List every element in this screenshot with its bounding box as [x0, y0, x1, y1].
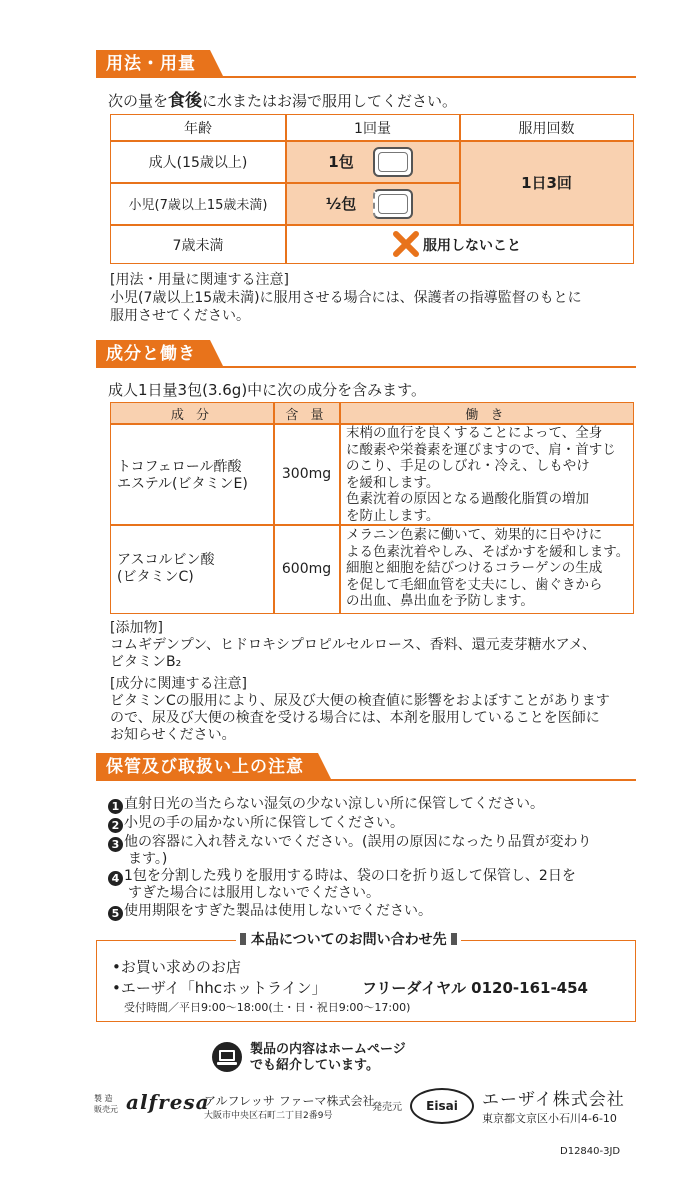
ingredient-name: エステル(ビタミンE): [117, 476, 248, 492]
storage-item: 2 小児の手の届かない所に保管してください。: [108, 815, 404, 833]
web-note-line: でも紹介しています。: [250, 1058, 379, 1073]
effect-line: を防止します。: [346, 507, 440, 524]
age-child: 小児(7歳以上15歳未満): [128, 198, 268, 213]
ingredients-intro: 成人1日量3包(3.6g)中に次の成分を含みます。: [108, 381, 426, 399]
storage-item-cont: ます。): [128, 851, 168, 867]
do-not-take: 服用しないこと: [423, 237, 521, 254]
dose-child: ½包: [325, 195, 357, 213]
ingredient-name: トコフェロール酢酸: [117, 459, 242, 475]
maker-address: 大阪市中央区石町二丁目2番9号: [204, 1111, 333, 1121]
contact-freedial: フリーダイヤル 0120-161-454: [362, 979, 588, 997]
section-usage-header: [96, 50, 636, 78]
section-ingredients-header: [96, 340, 636, 368]
cross-icon: [392, 230, 420, 258]
maker-label: 製 造: [94, 1094, 113, 1103]
dose-adult: 1包: [328, 153, 354, 171]
effect-line: を促して毛細血管を丈夫にし、歯ぐきから: [346, 576, 603, 593]
ingredient-amount: 300mg: [281, 466, 332, 482]
ingredient-note-line: ので、尿及び大便の検査を受ける場合には、本剤を服用していることを医師に: [110, 710, 600, 726]
effect-line: 細胞と細胞を結びつけるコラーゲンの生成: [346, 560, 603, 576]
usage-note-line: 小児(7歳以上15歳未満)に服用させる場合には、保護者の指導監督のもとに: [110, 290, 582, 306]
maker-label: 販売元: [94, 1105, 118, 1114]
grid-line: [111, 524, 633, 526]
ingredient-note-line: ビタミンCの服用により、尿及び大便の検査値に影響をおよぼすことがあります: [110, 693, 610, 709]
contact-title: 本品についてのお問い合わせ先: [236, 930, 461, 950]
effect-line: メラニン色素に働いて、効果的に日やけに: [346, 527, 603, 543]
header-ingredient: 成 分: [170, 407, 214, 423]
header-effect: 働 き: [465, 407, 508, 423]
ingredient-name: (ビタミンC): [117, 569, 194, 585]
packet-icon: [373, 147, 413, 177]
eisai-logo: Eisai: [410, 1088, 474, 1124]
usage-table: [110, 114, 634, 264]
header-age: 年齢: [184, 120, 212, 137]
ingredients-table: [110, 402, 634, 614]
ingredient-note-line: お知らせください。: [110, 727, 236, 743]
storage-item-cont: すぎた場合には服用しないでください。: [128, 885, 380, 901]
storage-item: 3 他の容器に入れ替えないでください。(誤用の原因になったり品質が変わり: [108, 834, 591, 852]
header-amount: 含 量: [285, 407, 328, 423]
section-storage-header: [96, 753, 636, 781]
contact-hours: 受付時間／平日9:00～18:00(土・日・祝日9:00～17:00): [124, 1001, 411, 1014]
contact-hotline: •エーザイ「hhcホットライン」: [112, 979, 327, 997]
ingredient-amount: 600mg: [281, 561, 332, 577]
header-frequency: 服用回数: [518, 120, 575, 137]
maker-name: アルフレッサ ファーマ株式会社: [204, 1094, 375, 1108]
grid-line: [285, 225, 287, 263]
age-under7: 7歳未満: [172, 237, 224, 254]
effect-line: 色素沈着の原因となる過酸化脂質の増加: [346, 491, 589, 507]
age-adult: 成人(15歳以上): [148, 154, 248, 171]
grid-line: [339, 403, 341, 613]
additives-title: [添加物]: [110, 620, 163, 636]
contact-store: •お買い求めのお店: [112, 958, 241, 976]
bracket-left: [240, 933, 246, 945]
ingredient-note-title: [成分に関連する注意]: [110, 676, 247, 692]
additives-line: コムギデンプン、ヒドロキシプロピルセルロース、香料、還元麦芽糖水アメ、: [110, 637, 596, 653]
product-code: D12840-3JD: [560, 1146, 621, 1157]
effect-line: に酸素や栄養素を運びますので、肩・首すじ: [346, 441, 616, 458]
storage-item: 4 1包を分割した残りを服用する時は、袋の口を折り返して保管し、2日を: [108, 868, 576, 886]
effect-line: を緩和します。: [346, 474, 440, 491]
section-ingredients-title: 成分と働き: [96, 340, 210, 368]
half-packet-icon: [373, 189, 413, 219]
header-dose: 1回量: [354, 120, 391, 137]
seller-label: 発売元: [372, 1102, 402, 1113]
section-usage-title: 用法・用量: [96, 50, 210, 78]
seller-name: エーザイ株式会社: [482, 1090, 625, 1110]
ingredient-name: アスコルビン酸: [117, 552, 215, 568]
frequency-value: 1日3回: [521, 174, 572, 192]
usage-intro: 次の量を食後に水またはお湯で服用してください。: [108, 91, 458, 111]
alfresa-logo: alfresa: [126, 1090, 210, 1114]
bracket-right: [451, 933, 457, 945]
web-note-line: 製品の内容はホームページ: [250, 1042, 406, 1057]
seller-address: 東京都文京区小石川4-6-10: [482, 1112, 617, 1125]
usage-note-line: 服用させてください。: [110, 308, 250, 324]
effect-line: のこり、手足のしびれ・冷え、しもやけ: [346, 458, 590, 474]
storage-item: 5 使用期限をすぎた製品は使用しないでください。: [108, 903, 432, 921]
additives-line: ビタミンB₂: [110, 654, 182, 670]
storage-item: 1 直射日光の当たらない湿気の少ない涼しい所に保管してください。: [108, 796, 544, 814]
effect-line: よる色素沈着やしみ、そばかすを緩和します。: [346, 543, 630, 560]
effect-line: 末梢の血行を良くすることによって、全身: [346, 425, 603, 441]
effect-line: の出血、鼻出血を予防します。: [346, 593, 534, 609]
usage-note-title: [用法・用量に関連する注意]: [110, 272, 289, 288]
section-storage-title: 保管及び取扱い上の注意: [96, 753, 318, 781]
computer-icon: [212, 1042, 242, 1072]
